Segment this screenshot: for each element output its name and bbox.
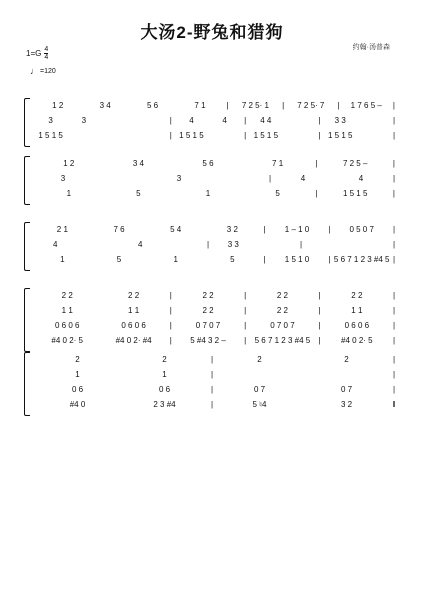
notation-cell: 5 6 [202, 159, 214, 168]
bar-line: | [392, 225, 396, 234]
bar-line: | [318, 306, 321, 315]
tempo-value: =120 [40, 67, 56, 75]
notation-cell: 4 [300, 174, 306, 183]
key-signature [26, 46, 48, 61]
notation-cell: 5 6 [146, 101, 159, 110]
bar-line: | [210, 355, 214, 364]
notation-cell: 1 7 6 5 – [350, 101, 382, 110]
bar-line: | [206, 240, 210, 249]
key-label: 1=G [26, 49, 42, 58]
staff-row [34, 335, 398, 346]
time-signature [44, 46, 48, 61]
notation-cell: 3 3 [227, 240, 239, 249]
notation-cell: 0 7 0 7 [195, 321, 221, 330]
bar-line: | [392, 336, 396, 345]
system-brace [24, 222, 30, 271]
staff-row [34, 399, 398, 410]
notation-cell: 0 7 0 7 [270, 321, 295, 330]
time-signature-top: 4 [44, 46, 49, 53]
time-signature-bottom: 4 [44, 54, 49, 61]
system-brace [24, 288, 30, 352]
bar-line: | [169, 116, 172, 125]
notation-cell: 3 4 [99, 101, 111, 110]
score-system [24, 288, 402, 352]
notation-cell: 4 [53, 240, 58, 249]
notation-cell: 4 [358, 174, 364, 183]
staff-row [34, 224, 398, 235]
notation-cell: 2 2 [276, 306, 288, 315]
notation-cell: 4 [222, 116, 227, 125]
notation-cell: 1 5 1 0 [284, 255, 310, 264]
bar-line: | [169, 131, 172, 140]
notation-cell: 2 2 [351, 291, 363, 300]
bar-line: | [337, 101, 340, 110]
bar-line: | [392, 370, 396, 379]
notation-cell: 5 [136, 189, 141, 198]
bar-line: | [244, 116, 247, 125]
notation-cell: 5 6 7 1 2 3 #4 5 [254, 336, 311, 345]
bar-line: | [318, 291, 321, 300]
notation-cell: 7 1 [194, 101, 206, 110]
notation-cell: 2 2 [202, 306, 214, 315]
notation-cell: 2 3 #4 [153, 400, 176, 409]
bar-line: | [392, 255, 396, 264]
notation-cell: 3 [60, 174, 66, 183]
notation-cell: 4 [189, 116, 194, 125]
bar-line: | [392, 159, 395, 168]
bar-line: | [299, 240, 303, 249]
bar-line: | [328, 225, 331, 234]
notation-cell: 1 2 [52, 101, 64, 110]
notation-cell: 5 6 7 1 2 3 #4 5 [333, 255, 390, 264]
bar-line: | [210, 400, 214, 409]
staff-row [34, 188, 398, 199]
notation-cell: 3 2 [340, 400, 353, 409]
notation-cell: 3 4 [132, 159, 144, 168]
notation-cell: 5 #4 3 2 – [190, 336, 226, 345]
staff-row [34, 305, 398, 316]
bar-line: | [226, 101, 229, 110]
arranger-credit: 约翰·汤普森 [352, 44, 390, 51]
bar-line: | [318, 116, 321, 125]
notation-cell: 2 2 [202, 291, 214, 300]
notation-cell: 2 [344, 355, 349, 364]
staff-row [34, 173, 398, 184]
bar-line: | [282, 101, 285, 110]
bar-line: | [244, 306, 247, 315]
system-brace [24, 156, 30, 205]
bar-line: | [169, 306, 172, 315]
notation-cell: 1 [60, 255, 65, 264]
notation-cell: 0 6 0 6 [54, 321, 80, 330]
notation-cell: 1 [66, 189, 72, 198]
bar-line: | [392, 291, 396, 300]
bar-line: | [392, 306, 396, 315]
notation-cell: 2 2 [61, 291, 73, 300]
notation-cell: 2 [257, 355, 262, 364]
notation-cell: 1 [162, 370, 167, 379]
bar-line: | [392, 385, 396, 394]
notation-cell: 1 – 1 0 [284, 225, 310, 234]
bar-line: | [328, 255, 331, 264]
system-brace [24, 352, 30, 416]
bar-line: | [244, 131, 247, 140]
bar-line: | [268, 174, 272, 183]
staff-row [34, 100, 398, 111]
notation-cell: 0 6 [158, 385, 171, 394]
bar-line: | [315, 189, 318, 198]
bar-line: | [263, 255, 266, 264]
bar-line: | [169, 291, 172, 300]
final-bar-line: ‖ [392, 400, 396, 409]
notation-cell: 1 5 1 5 [179, 131, 204, 140]
notation-cell: 0 6 0 6 [121, 321, 146, 330]
notation-cell: #4 0 2· 5 [341, 336, 373, 345]
bar-line: | [210, 370, 214, 379]
score-title: 大汤2-野兔和猎狗 [140, 23, 284, 42]
notation-cell: #4 0 2· 5 [51, 336, 83, 345]
staff-row [34, 130, 398, 141]
notation-cell: 3 2 [226, 225, 238, 234]
bar-line: | [392, 101, 395, 110]
bar-line: | [244, 291, 247, 300]
bar-line: | [392, 174, 396, 183]
bar-line: | [392, 240, 396, 249]
notation-cell: 5 ♮4 [252, 400, 267, 409]
notation-cell: 1 1 [128, 306, 140, 315]
bar-line: | [318, 131, 321, 140]
notation-cell: 7 2 5· 1 [241, 101, 269, 110]
notation-cell: 7 2 5 – [342, 159, 368, 168]
bar-line: | [392, 116, 396, 125]
notation-cell: 1 1 [61, 306, 73, 315]
quarter-note-icon: ♩ [30, 66, 39, 76]
bar-line: | [315, 159, 318, 168]
notation-cell: 1 5 1 5 [38, 131, 63, 140]
bar-line: | [392, 189, 395, 198]
notation-cell: 3 [176, 174, 182, 183]
notation-cell: 2 2 [276, 291, 288, 300]
staff-row [34, 369, 398, 380]
notation-cell: 1 2 [63, 159, 75, 168]
notation-cell: 3 [48, 116, 53, 125]
bar-line: | [169, 321, 172, 330]
notation-cell: 7 1 [272, 159, 284, 168]
notation-cell: 3 [81, 116, 87, 125]
notation-cell: 4 4 [260, 116, 272, 125]
notation-cell: 4 [138, 240, 143, 249]
staff-row [34, 384, 398, 395]
staff-row [34, 290, 398, 301]
notation-cell: 0 7 [340, 385, 353, 394]
notation-cell: 0 7 [253, 385, 266, 394]
bar-line: | [244, 336, 247, 345]
staff-row [34, 254, 398, 265]
notation-cell: 1 [173, 255, 178, 264]
staff-row [34, 354, 398, 365]
bar-line: | [318, 336, 321, 345]
bar-line: | [392, 321, 396, 330]
notation-cell: 1 5 1 5 [327, 131, 353, 140]
score-system [24, 98, 402, 147]
notation-cell: #4 0 2· #4 [115, 336, 152, 345]
notation-cell: 0 6 [71, 385, 84, 394]
bar-line: | [263, 225, 266, 234]
notation-cell: 7 6 [113, 225, 125, 234]
bar-line: | [318, 321, 321, 330]
bar-line: | [392, 131, 396, 140]
notation-cell: 5 [275, 189, 280, 198]
notation-cell: 1 [205, 189, 211, 198]
notation-cell: 7 2 5· 7 [297, 101, 325, 110]
notation-cell: 5 4 [170, 225, 182, 234]
system-brace [24, 98, 30, 147]
staff-row [34, 320, 398, 331]
staff-row [34, 115, 398, 126]
notation-cell: #4 0 [69, 400, 86, 409]
score-system [24, 222, 402, 271]
score-system [24, 156, 402, 205]
staff-row [34, 158, 398, 169]
notation-cell: 2 1 [56, 225, 68, 234]
notation-cell: 2 [162, 355, 167, 364]
bar-line: | [210, 385, 214, 394]
bar-line: | [169, 336, 172, 345]
notation-cell: 1 [75, 370, 80, 379]
notation-cell: 1 1 [351, 306, 363, 315]
notation-cell: 1 5 1 5 [342, 189, 368, 198]
score-system [24, 352, 402, 416]
notation-cell: 0 6 0 6 [344, 321, 370, 330]
notation-cell: 2 2 [128, 291, 140, 300]
notation-cell: 5 [116, 255, 122, 264]
notation-cell: 2 [75, 355, 80, 364]
bar-line: | [244, 321, 247, 330]
tempo-marking [30, 66, 56, 76]
staff-row [34, 239, 398, 250]
notation-cell: 3 3 [334, 116, 346, 125]
notation-cell: 5 [230, 255, 235, 264]
notation-cell: 1 5 1 5 [253, 131, 279, 140]
bar-line: | [392, 355, 396, 364]
notation-cell: 0 5 0 7 [349, 225, 374, 234]
